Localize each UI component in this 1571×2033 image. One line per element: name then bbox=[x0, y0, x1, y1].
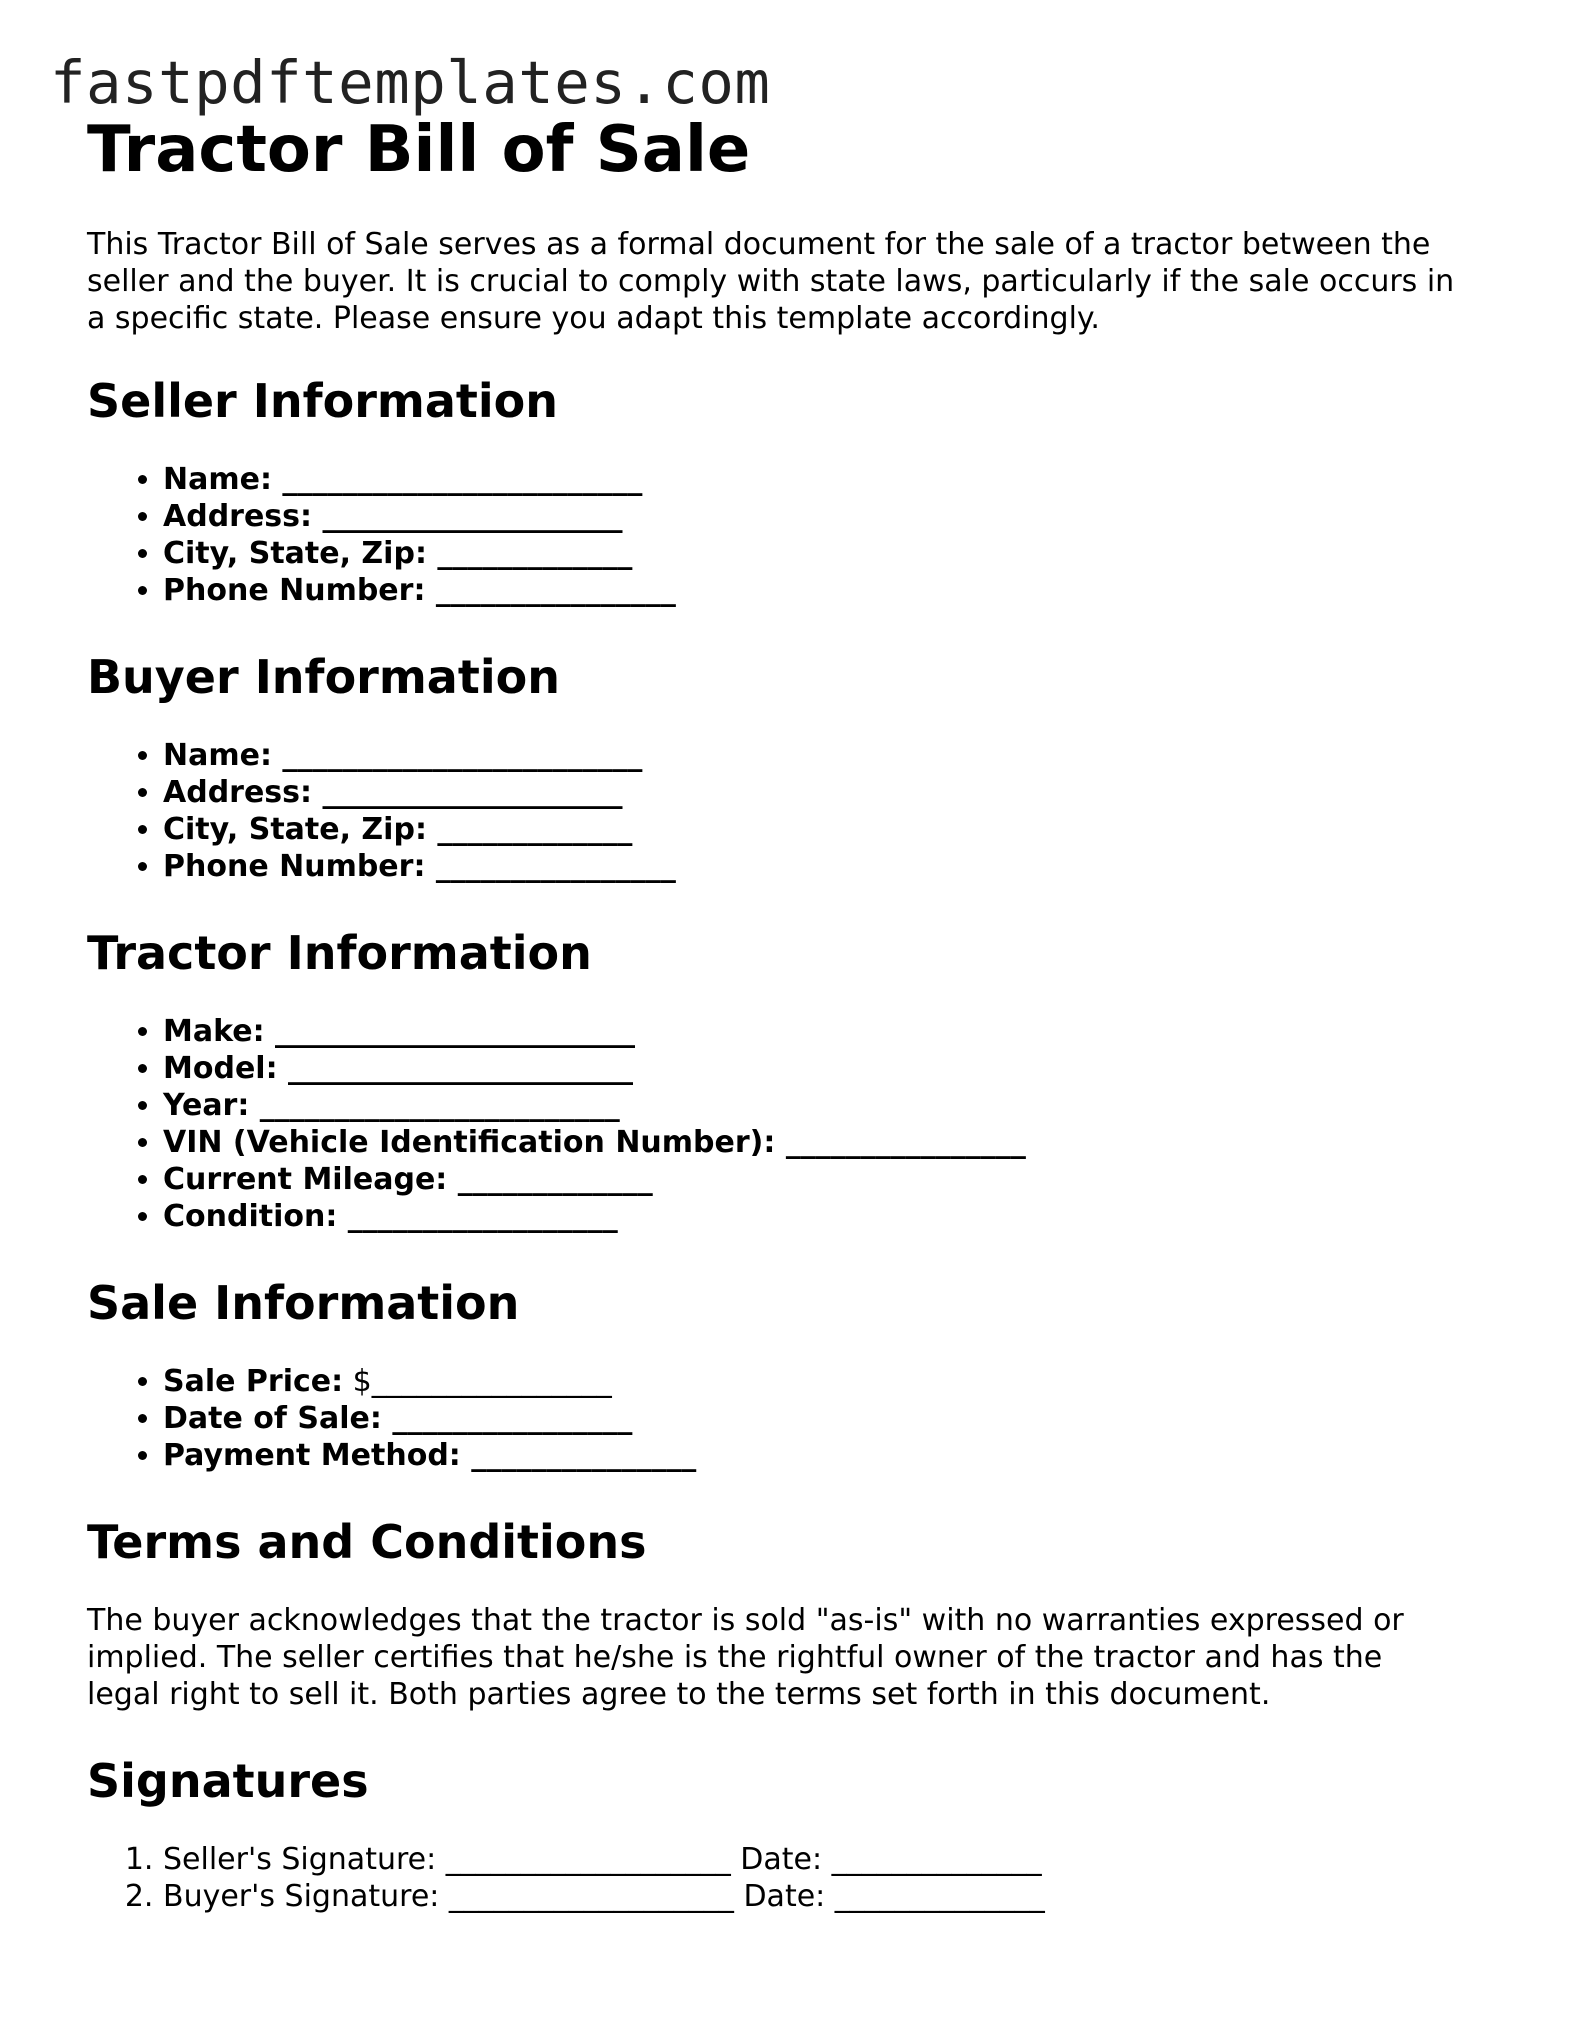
sale-date-value: ________________ bbox=[381, 1401, 633, 1436]
sale-price-value: $________________ bbox=[343, 1364, 612, 1399]
buyer-heading: Buyer Information bbox=[87, 650, 560, 704]
tractor-year-field: • Year: ________________________ bbox=[163, 1087, 1487, 1124]
tractor-vin-field: • VIN (Vehicle Identification Number): ________________ bbox=[163, 1124, 1487, 1161]
sale-heading: Sale Information bbox=[87, 1276, 520, 1330]
seller-address-field: • Address: ____________________ bbox=[163, 498, 1487, 535]
document-page bbox=[87, 110, 1487, 1915]
tractor-make-field: • Make: ________________________ bbox=[163, 1013, 1487, 1050]
sale-price-label: Sale Price: bbox=[163, 1364, 344, 1399]
payment-method-label: Payment Method: bbox=[163, 1438, 461, 1473]
sale-list bbox=[87, 1363, 1487, 1474]
seller-phone-field: • Phone Number: ________________ bbox=[163, 572, 1487, 609]
terms-heading: Terms and Conditions bbox=[87, 1515, 647, 1569]
terms-paragraph: The buyer acknowledges that the tractor is sold "as-is" with no warranties expressed or implied. The seller certifies that he/she is the rightful owner of the tractor and has the legal right to sell it. Both parties agree to the terms set forth in this document. bbox=[87, 1603, 1404, 1712]
buyer-signature-line: 2. Buyer's Signature: ___________________ Date: ______________ bbox=[163, 1878, 1487, 1915]
sale-date-field bbox=[163, 1400, 1487, 1437]
tractor-mileage-field: • Current Mileage: _____________ bbox=[163, 1161, 1487, 1198]
seller-heading: Seller Information bbox=[87, 374, 559, 428]
buyer-city-state-zip-field: • City, State, Zip: _____________ bbox=[163, 811, 1487, 848]
tractor-model-field: • Model: _______________________ bbox=[163, 1050, 1487, 1087]
watermark: fastpdftemplates.com bbox=[50, 48, 771, 117]
signatures-heading: Signatures bbox=[87, 1754, 369, 1808]
buyer-list bbox=[87, 737, 1487, 885]
tractor-list bbox=[87, 1013, 1487, 1235]
buyer-address-field: • Address: ____________________ bbox=[163, 774, 1487, 811]
signatures-list bbox=[87, 1841, 1487, 1915]
payment-method-field bbox=[163, 1437, 1487, 1474]
sale-price-field bbox=[163, 1363, 1487, 1400]
seller-name-field: • Name: ________________________ bbox=[163, 461, 1487, 498]
tractor-heading: Tractor Information bbox=[87, 926, 592, 980]
intro-paragraph: This Tractor Bill of Sale serves as a formal document for the sale of a tractor between the seller and the buyer. It is crucial to comply with state laws, particularly if the sale occurs in a specific state. Please ensure you adapt this template accordingly. bbox=[87, 227, 1455, 336]
buyer-phone-field: • Phone Number: ________________ bbox=[163, 848, 1487, 885]
buyer-name-field: • Name: ________________________ bbox=[163, 737, 1487, 774]
seller-signature-line: 1. Seller's Signature: ___________________ Date: ______________ bbox=[163, 1841, 1487, 1878]
tractor-condition-field: • Condition: __________________ bbox=[163, 1198, 1487, 1235]
sale-date-label: Date of Sale: bbox=[163, 1401, 382, 1436]
payment-method-value: _______________ bbox=[460, 1438, 697, 1473]
document-title: Tractor Bill of Sale bbox=[87, 113, 751, 187]
seller-city-state-zip-field: • City, State, Zip: _____________ bbox=[163, 535, 1487, 572]
seller-list bbox=[87, 461, 1487, 609]
